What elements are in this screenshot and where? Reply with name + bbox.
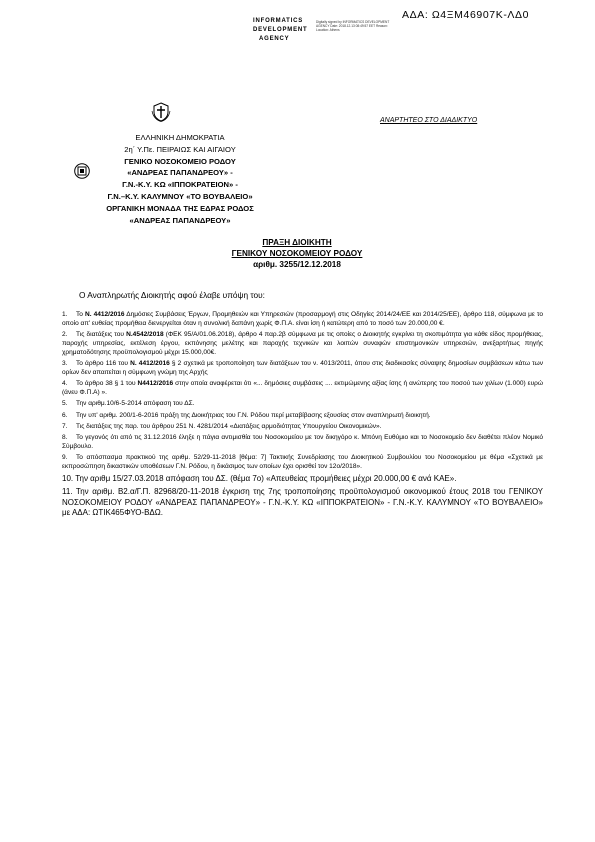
ada-code: ΑΔΑ: Ω4ΞΜ46907Κ-ΛΔ0 (402, 9, 530, 21)
header-line: Γ.Ν.-Κ.Υ. ΚΩ «ΙΠΠΟΚΡΑΤΕΙΟΝ» - (122, 180, 238, 190)
document-title (197, 237, 397, 271)
list-item: 10. Την αριθμ 15/27.03.2018 απόφαση του ΔΣ. (θέμα 7ο) «Απευθείας προμήθειες μέχρι 20.000,00 € ανά ΚΑΕ». (62, 474, 457, 484)
decision-number: αριθμ. 3255/12.12.2018 (253, 260, 341, 270)
posted-online-label: ΑΝΑΡΤΗΤΕΟ ΣΤΟ ΔΙΑΔΙΚΤΥΟ (380, 117, 478, 124)
header-line: ΟΡΓΑΝΙΚΗ ΜΟΝΑΔΑ ΤΗΣ ΕΔΡΑΣ ΡΟΔΟΣ (106, 203, 254, 213)
intro-text: Ο Αναπληρωτής Διοικητής αφού έλαβε υπόψη του: (79, 290, 265, 300)
header-line: Γ.Ν.–Κ.Υ. ΚΑΛΥΜΝΟΥ «ΤΟ ΒΟΥΒΑΛΕΙΟ» (107, 191, 253, 201)
list-item: 3. Το άρθρο 116 του Ν. 4412/2016 § 2 σχετικά με τροποποίηση των διατάξεων του ν. 4013/2011, όπου στις διαδικασίες σύναψης δημοσίων συμβάσεων κάτω των ορίων δεν απαιτείται η σύμφωνη γνώμη της Αρχής (62, 360, 543, 377)
list-item: 1. Το Ν. 4412/2016 Δημόσιες Συμβάσεις Έργων, Προμηθειών και Υπηρεσιών (προσαρμογή στις Οδηγίες 2014/24/ΕΕ και 2014/25/ΕΕ), άρθρο 118, σύμφωνα με το οποίο απ' ευθείας προμήθεια διενεργείται όταν η συνολική δαπάνη χωρίς Φ.Π.Α. είναι ίση ή κατώτερη από το ποσό των 20.000,00 €. (62, 311, 543, 327)
list-item: 11. Την αριθμ. Β2.α/Γ.Π. 82968/20-11-2018 έγκριση της 7ης τροποποίησης προϋπολογισμού οικονομικού έτους 2018 του ΓΕΝΙΚΟΥ ΝΟΣΟΚΟΜΕΙΟΥ ΡΟΔΟΥ «ΑΝΔΡΕΑΣ ΠΑΠΑΝΔΡΕΟΥ» - Γ.Ν.-Κ.Υ. ΚΩ «ΙΠΠΟΚΡΑΤΕΙΟΝ» - Γ.Ν.-Κ.Υ. ΚΑΛΥΜΝΟΥ «ΤΟ ΒΟΥΒΑΛΕΙΟ» με ΑΔΑ: ΩΤΙΚ465ΦΥΟ-ΒΔΩ. (62, 487, 544, 518)
considerations-list (62, 311, 543, 522)
issuer-header (80, 132, 280, 226)
header-line: «ΑΝΔΡΕΑΣ ΠΑΠΑΝΔΡΕΟΥ» - (127, 168, 233, 178)
header-line: ΓΕΝΙΚΟ ΝΟΣΟΚΟΜΕΙΟ ΡΟΔΟΥ (124, 156, 236, 166)
list-item: 5. Την αριθμ.10/6-5-2014 απόφαση του ΔΣ. (62, 400, 195, 408)
informatics-agency-logo (253, 18, 393, 50)
digital-signature-text: Digitally signed by INFORMATICS DEVELOPMENT AGENCY Date: 2018.12.13 08:49:57 EET Reason: Location: Athens (316, 20, 390, 32)
header-line: 2η΄ Υ.Πε. ΠΕΙΡΑΙΩΣ ΚΑΙ ΑΙΓΑΙΟΥ (124, 144, 236, 154)
list-item: 6. Την υπ' αριθμ. 200/1-6-2016 πράξη της Διοικήτριας του Γ.Ν. Ρόδου περί μεταβίβασης εξουσίας στον αναπληρωτή διοικητή. (62, 411, 431, 419)
list-item: 2. Τις διατάξεις του Ν.4542/2018 (ΦΕΚ 95/Α/01.06.2018), άρθρο 4 παρ.2β σύμφωνα με τις οποίες ο Διοικητής εγκρίνει τη σκοπιμότητα για κάθε είδος προμήθειας, παροχής υπηρεσίας, εκτέλεση έργου, εκπόνησης μελέτης και παροχής τεχνικών και λοιπών συναφών επιστημονικών υπηρεσιών, ανεξαρτήτως πηγής χρηματοδότησης προϋπολογισμού μέχρι 15.000,00€. (62, 331, 543, 356)
logo-word: INFORMATICS (253, 18, 304, 24)
logo-word: DEVELOPMENT (253, 27, 308, 33)
greek-emblem-icon (151, 102, 171, 122)
list-item: 8. Το γεγονός ότι από τις 31.12.2016 έληξε η πάγια αντιμισθία του Νοσοκομείου με τον δικηγόρο κ. Μπόνη Ευθύμιο και το Νοσοκομείο δεν διαθέτει πλέον Νομικό Σύμβουλο. (62, 433, 543, 450)
list-item: 7. Τις διατάξεις της παρ. του άρθρου 251 Ν. 4281/2014 «Διατάξεις αρμοδιότητας Υπουργείου Οικονομικών». (62, 422, 382, 430)
title-line: ΠΡΑΞΗ ΔΙΟΙΚΗΤΗ (262, 238, 332, 247)
list-item: 9. Το απόσπασμα πρακτικού της αριθμ. 52/29-11-2018 [θέμα: 7] Τακτικής Συνεδρίασης του Διοικητικού Συμβουλίου του Νοσοκομείου με θέμα «Σχετικά με εκπροσώπηση δικαστικών υποθέσεων Γ.Ν. Ρόδου, η δικάσιμος των οποίων έχει ορισθεί τον 12ο/2018». (62, 454, 543, 470)
title-line: ΓΕΝΙΚΟΥ ΝΟΣΟΚΟΜΕΙΟΥ ΡΟΔΟΥ (231, 249, 363, 259)
logo-word: AGENCY (259, 36, 290, 42)
list-item: 4. Το άρθρο 38 § 1 του Ν4412/2016 στην οποία αναφέρεται ότι «... δημόσιες συμβάσεις .... εκτιμώμενης αξίας ίσης ή ανώτερης του ποσού των χιλίων (1.000) ευρώ (άνευ Φ.Π.Α) ». (62, 380, 543, 397)
header-line: «ΑΝΔΡΕΑΣ ΠΑΠΑΝΔΡΕΟΥ» (129, 215, 231, 225)
header-line: ΕΛΛΗΝΙΚΗ ΔΗΜΟΚΡΑΤΙΑ (135, 133, 225, 142)
